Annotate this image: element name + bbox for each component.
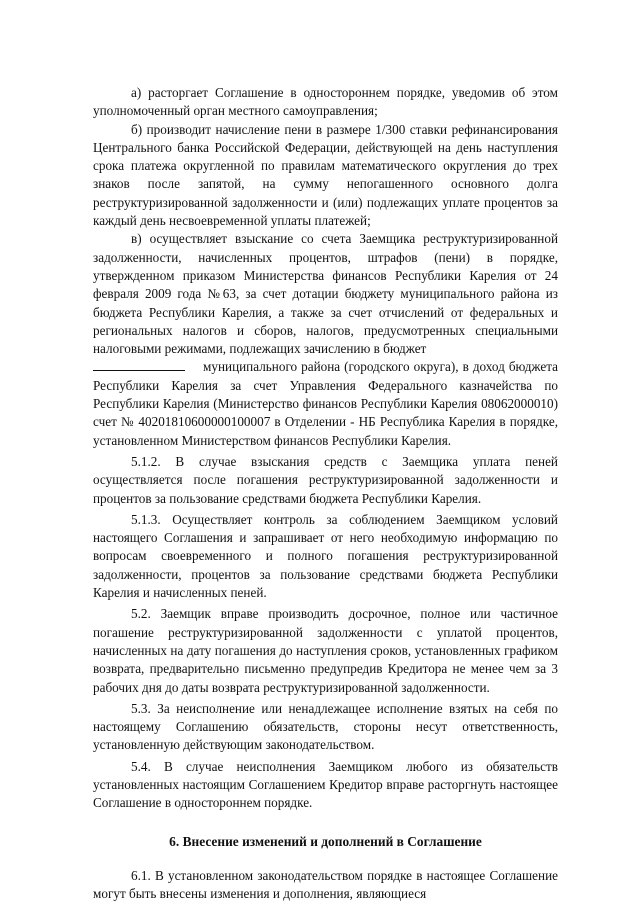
paragraph-b: б) производит начисление пени в размере 1/300 ставки рефинансирования Центрального банка Российской Федерации, действующей на день наступления срока платежа округленной по правилам математического округления до трех знаков после запятой, на сумму непогашенного основного долга реструктуризированной задолженности и (или) подлежащих уплате процентов за каждый день несвоевременной уплаты платежей; — [93, 121, 558, 229]
section-6-title: 6. Внесение изменений и дополнений в Соглашение — [169, 833, 482, 849]
paragraph-5-1-3: 5.1.3. Осуществляет контроль за соблюдением Заемщиком условий настоящего Соглашения и запрашивает от него необходимую информацию по вопросам своевременного и полного погашения реструктуризированной задолженности, процентов за пользование средствами бюджета Республики Карелия и начисленных пеней. — [93, 511, 558, 601]
paragraph-5-3: 5.3. За неисполнение или ненадлежащее исполнение взятых на себя по настоящему Соглашению обязательств, стороны несут ответственность, установленную действующим законодательством. — [93, 700, 558, 753]
paragraph-5-2: 5.2. Заемщик вправе производить досрочное, полное или частичное погашение реструктуризированной задолженности с уплатой процентов, начисленных на дату погашения до наступления сроков, установленных графиком возврата, предварительно письменно предупредив Кредитора не менее чем за 3 рабочих дня до даты возврата реструктуризированной задолженности. — [93, 606, 558, 695]
paragraph-6-1: 6.1. В установленном законодательством порядке в настоящее Соглашение могут быть внесены изменения и дополнения, являющиеся — [93, 867, 558, 901]
document-body — [93, 84, 558, 903]
blank-line — [93, 359, 185, 371]
paragraph-v — [93, 230, 558, 450]
paragraph-v-part1: в) осуществляет взыскание со счета Заемщика реструктуризированной задолженности, начисленных процентов, штрафов (пени) в порядке, утвержденном приказом Министерства финансов Республики Карелия от 24 февраля 2009 года №63, за счет дотации бюджету муниципального района из бюджета Республики Карелия, а также за счет отчислений от федеральных и региональных налогов и сборов, налогов, предусмотренных специальными налоговыми режимами, подлежащих зачислению в бюджет — [93, 231, 558, 357]
paragraph-v-part2: муниципального района (городского округа), в доход бюджета Республики Карелия за счет Управления Федерального казначейства по Республики Карелия (Министерство финансов Республики Карелия 08062000010) счет № 40201810600000100007 в Отделении - НБ Республика Карелия в порядке, установленном Министерством финансов Республики Карелия. — [93, 359, 558, 448]
paragraph-5-4: 5.4. В случае неисполнения Заемщиком любого из обязательств установленных настоящим Соглашением Кредитор вправе расторгнуть настоящее Соглашение в одностороннем порядке. — [93, 758, 558, 811]
paragraph-5-1-2: 5.1.2. В случае взыскания средств с Заемщика уплата пеней осуществляется после погашения реструктуризированной задолженности и процентов за пользование средствами бюджета Республики Карелия. — [93, 453, 558, 506]
paragraph-a: а) расторгает Соглашение в одностороннем порядке, уведомив об этом уполномоченный орган местного самоуправления; — [93, 85, 558, 119]
